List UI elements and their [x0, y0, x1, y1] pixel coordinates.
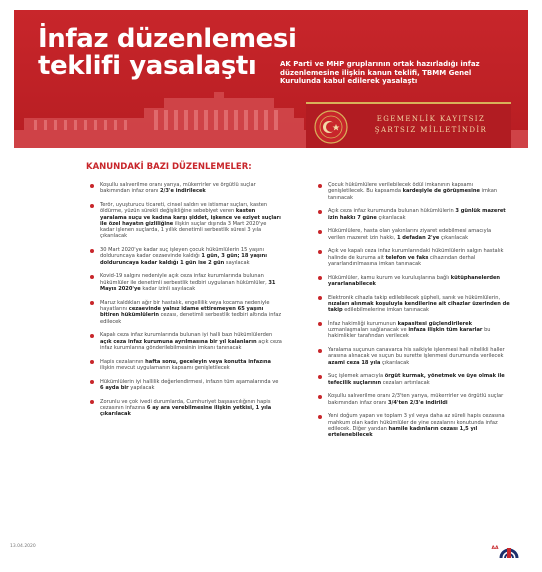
emphasis-text: kapasitesi güçlendirilerek — [397, 320, 473, 327]
title-line-2: teklifi yasalaştı — [38, 51, 257, 81]
motto-line-2: ŞARTSIZ MİLLETİNDİR — [374, 126, 488, 134]
item-text: çıkarılacak — [439, 234, 469, 241]
regulation-item — [90, 182, 282, 195]
bullet-icon — [318, 210, 322, 214]
item-text: Hükümlülerin iyi hallilik değerlendirmesi, infazın tüm aşamalarında ve — [100, 378, 279, 385]
item-text: İnfaz hakimliği kurumunun — [328, 320, 398, 327]
item-text: çıkarılacak — [376, 214, 406, 221]
motto-line-1: EGEMENLİK KAYITSIZ — [376, 115, 486, 123]
item-text: cezası, denetimli serbestlik tedbiri altında infaz edilecek — [100, 312, 282, 325]
item-text: 30 Mart 2020'ye kadar suç işleyen çocuk hükümlülerin 15 yaşını dolduruncaya kadar cezaevinde kaldığı — [100, 247, 264, 260]
bullet-icon — [90, 275, 94, 279]
page-title — [38, 26, 296, 80]
publish-date: 13.04.2020 — [10, 544, 36, 549]
item-text: Kovid-19 salgını nedeniyle açık ceza infaz kurumlarında bulunan hükümlüler ile denetimli serbestlik tedbiri uygulanan hükümlüler, — [100, 273, 269, 286]
item-text: Yaralama suçunun canavarca his saikiyle işlenmesi hali nitelikli haller arasına alınacak ve suçun bu surette işlenmesi durumunda verilecek — [328, 347, 505, 360]
item-text: Çocuk hükümlülere verilebilecek ödül imkanının kapsamı genişletilecek. Bu kapsamda — [328, 182, 474, 195]
regulation-item — [318, 373, 510, 386]
emphasis-text: 3/4'ten 2/3'e indirildi — [387, 399, 448, 406]
regulation-item — [90, 399, 282, 418]
bullet-icon — [90, 184, 94, 188]
regulation-item — [90, 332, 282, 351]
bullet-icon — [318, 395, 322, 399]
regulation-item — [318, 228, 510, 241]
item-text: yapılacak — [128, 384, 155, 391]
emphasis-text: kardeşiyle de görüşmesine — [402, 188, 480, 195]
regulation-item — [318, 393, 510, 406]
item-text: Hükümlülere, hasta olan yakınlarını ziyaret edebilmesi amacıyla verilen mazeret izin hakkı, — [328, 228, 492, 241]
item-text: bu hakimlikler tarafından verilecek — [328, 327, 491, 340]
bullet-icon — [318, 322, 322, 326]
bullet-icon — [318, 415, 322, 419]
item-text: ilişkin mevcut uygulamanın kapsamı genişletilecek — [100, 364, 230, 371]
title-line-1: İnfaz düzenlemesi — [38, 24, 297, 54]
bullet-icon — [318, 184, 322, 188]
item-text: çıkarılacak — [380, 359, 410, 366]
regulation-item — [318, 182, 510, 201]
item-text: cezaları artırılacak — [381, 379, 430, 386]
regulation-item — [318, 275, 510, 288]
item-text: Hapis cezalarının — [100, 358, 146, 365]
bullet-icon — [318, 250, 322, 254]
regulation-item — [318, 208, 510, 221]
bullet-icon — [90, 380, 94, 384]
regulation-item — [90, 300, 282, 325]
right-column — [318, 182, 510, 446]
regulation-item — [318, 347, 510, 366]
emphasis-text: cezaevinde yalnız idame ettiremeyen 65 yaşını bitiren hükümlülerin — [100, 306, 264, 319]
agency-logo-text: AA — [491, 546, 499, 551]
regulation-item — [90, 247, 282, 266]
item-text: Terör, uyuşturucu ticareti, cinsel saldırı ve istismar suçları, kasten öldürme, yüzün sürekli değişikliğine sebebiyet veren — [100, 201, 268, 215]
bullet-icon — [90, 301, 94, 305]
header — [14, 10, 528, 148]
item-text: açık ceza infaz kurumlarına gönderilebilmesinin imkanı tanınacak — [100, 338, 282, 351]
regulation-item — [318, 295, 510, 314]
regulation-item — [318, 248, 510, 267]
item-text: ilişkin suçlar dışında 3 Mart 2020'ye kadar işlenen suçlarda, 1 yıllık denetimli serbestlik süresi 3 yıla çıkarılacak — [100, 220, 267, 240]
emphasis-text: telefon ve faks — [385, 254, 429, 261]
emphasis-text: 6 ayda bir — [100, 384, 129, 391]
regulation-item — [90, 379, 282, 392]
item-text: edilebilmelerine imkan tanınacak — [342, 307, 429, 314]
bullet-icon — [90, 334, 94, 338]
item-text: sayılacak — [224, 259, 250, 266]
bullet-icon — [318, 375, 322, 379]
emphasis-text: örgüt kurmak, yönetmek ve üye olmak ile tefecilik suçlarının — [328, 373, 505, 386]
item-text: Zorunlu ve çok ivedi durumlarda, Cumhuriyet başsavcılığının hapis cezasının infazına — [100, 398, 271, 411]
section-title: KANUNDAKİ BAZI DÜZENLEMELER: — [86, 162, 252, 172]
regulation-item — [90, 359, 282, 372]
item-text: kadar izinli sayılacak — [140, 286, 196, 293]
infographic — [14, 10, 528, 564]
bullet-icon — [90, 204, 94, 208]
item-text: Maruz kaldıkları ağır bir hastalık, engellilik veya kocama nedeniyle hayatlarını — [100, 299, 270, 313]
bullet-icon — [318, 296, 322, 300]
bullet-icon — [318, 276, 322, 280]
regulation-item — [90, 202, 282, 240]
bullet-icon — [318, 230, 322, 234]
emphasis-text: hafta sonu, geceleyin veya konutta infazına — [145, 358, 271, 365]
emphasis-text: 2/3'e indirilecek — [159, 188, 206, 195]
item-text: Koşullu salıverilme oranı 2/3'ten yarıya, mükerrirler ve örgütlü suçlar bakımından infaz oranı — [328, 393, 504, 406]
item-text: Kapalı ceza infaz kurumlarında bulunan iyi halli bazı hükümlülerden — [100, 332, 273, 339]
item-text: cihazından derhal yararlandırılmasına imkan tanınacak — [328, 254, 476, 267]
emphasis-text: 1 defadan 2'ye — [396, 234, 440, 241]
item-text: Suç işlemek amacıyla — [328, 373, 385, 380]
emphasis-text: infaza ilişkin tüm kararlar — [408, 327, 483, 334]
bullet-icon — [90, 360, 94, 364]
item-text: Açık ceza infaz kurumunda bulunan hükümlülerin — [328, 208, 456, 215]
emphasis-text: 3 günlük mazeret izin hakkı 7 güne — [328, 208, 506, 221]
item-text: Hükümlüler, kamu kurum ve kuruluşlarına bağlı — [328, 274, 451, 281]
item-text: Koşullu salıverilme oranı yarıya, mükerrirler ve örgütlü suçlar bakımından infaz oranı — [100, 182, 256, 195]
item-text: Elektronik cihazla takip edilebilecek şüpheli, sanık ve hükümlülerin, — [328, 294, 501, 301]
motto-text — [356, 114, 506, 136]
emphasis-text: nızaları alınmak koşuluyla kendilerine ait cihazlar üzerinden de takip — [328, 300, 510, 314]
regulation-item — [90, 273, 282, 292]
emphasis-text: kasten yaralama suçu ve kadına karşı şiddet, işkence ve eziyet suçları ile özel hayatın gizliliğine — [100, 208, 281, 227]
bullet-icon — [90, 400, 94, 404]
subtitle: AK Parti ve MHP gruplarının ortak hazırladığı infaz düzenlemesine ilişkin kanun teklifi, TBMM Genel Kurulunda kabul edilerek yasalaştı — [280, 60, 480, 85]
bullet-icon — [318, 349, 322, 353]
regulation-item — [318, 413, 510, 438]
left-column — [90, 182, 282, 425]
item-text: Yeni doğum yapan ve toplam 3 yıl veya daha az süreli hapis cezasına mahkum olan kadın hükümlüler de yine cezalarını konutunda infaz edilecek. Diğer yandan — [328, 413, 505, 432]
emphasis-text: kütüphanelerden yararlanabilecek — [328, 274, 501, 287]
tbmm-emblem-icon — [314, 110, 348, 144]
bullet-icon — [90, 249, 94, 253]
regulations-section — [52, 162, 510, 550]
regulation-item — [318, 321, 510, 340]
emphasis-text: hamile kadınların cezası 1,5 yıl ertelenebilecek — [328, 425, 478, 439]
emphasis-text: 1 gün, 3 gün; 18 yaşını dolduruncaya kadar kaldığı 1 gün ise 2 gün — [100, 253, 268, 266]
emphasis-text: 31 Mayıs 2020'ye — [100, 279, 276, 293]
emphasis-text: azami ceza 18 yıla — [328, 359, 381, 366]
item-text: imkan tanınacak — [328, 188, 498, 201]
emphasis-text: 6 ay ara verebilmesine ilişkin yetkisi, 1 yıla çıkarılacak — [100, 404, 272, 418]
emphasis-text: açık ceza infaz kurumuna ayrılmasına bir yıl kalanların — [100, 338, 257, 345]
item-text: Açık ve kapalı ceza infaz kurumlarındaki hükümlülerin salgın hastalık halinde de kuruma ait — [328, 248, 504, 261]
motto-banner — [306, 102, 511, 148]
item-text: uzmanlaşmaları sağlanacak ve — [328, 327, 409, 334]
